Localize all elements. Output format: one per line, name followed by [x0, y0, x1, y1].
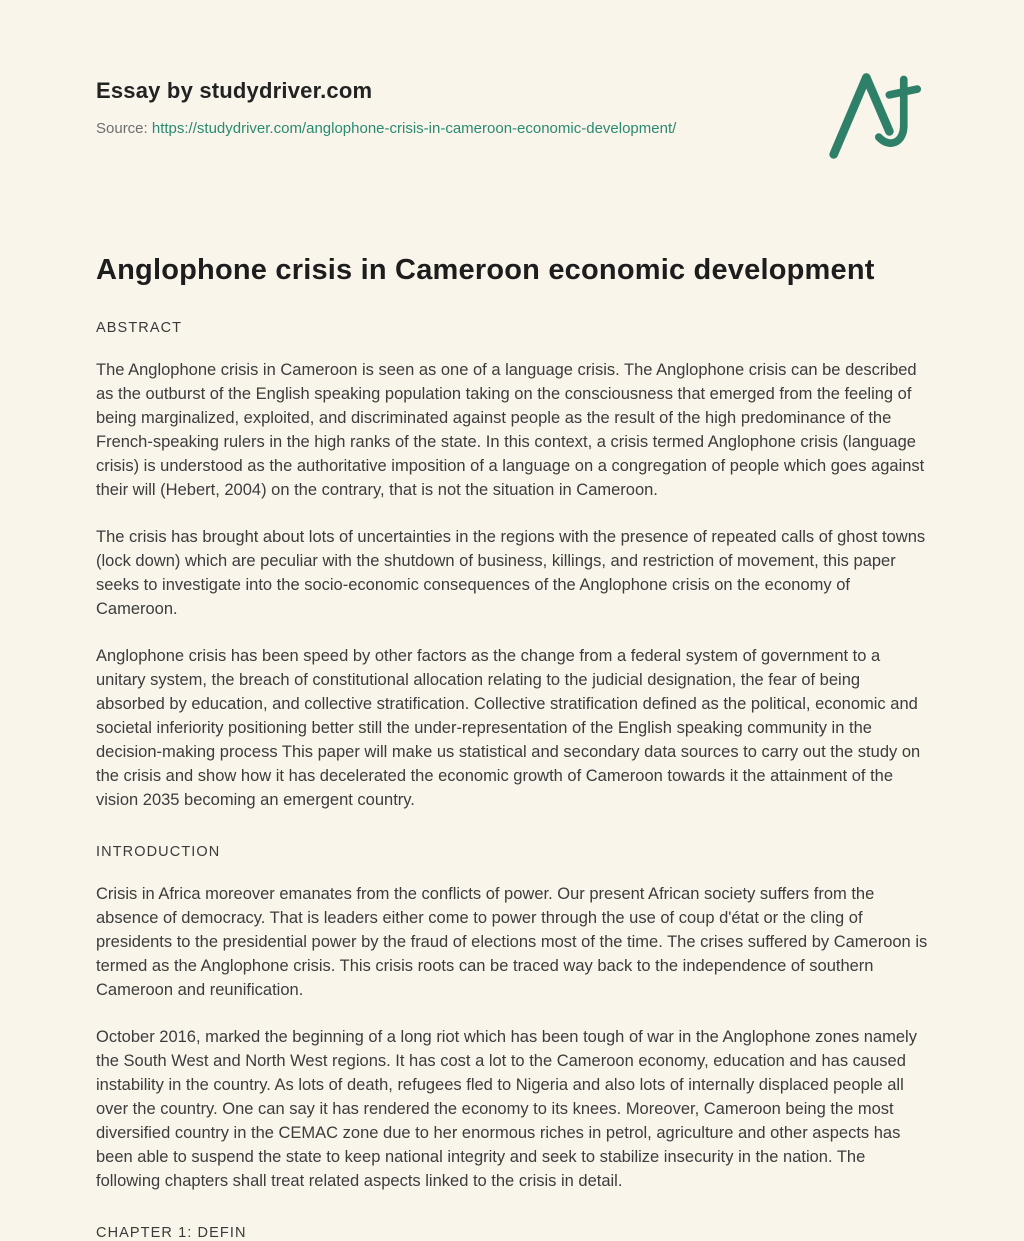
source-label: Source: — [96, 120, 148, 137]
abstract-paragraph-2: The crisis has brought about lots of uncertainties in the regions with the presence of repeated calls of ghost towns (lock down) which are peculiar with the shutdown of business, killings, and restriction of movement, this paper seeks to investigate into the socio-economic consequences of the Anglophone crisis on the economy of Cameroon. — [96, 527, 926, 618]
article-title: Anglophone crisis in Cameroon economic development — [96, 254, 875, 286]
source-url-link[interactable]: https://studydriver.com/anglophone-crisis-in-cameroon-economic-development/ — [151, 120, 677, 137]
section-heading-abstract: ABSTRACT — [96, 319, 183, 336]
source-line — [96, 120, 928, 137]
introduction-paragraph-2: October 2016, marked the beginning of a long riot which has been tough of war in the Anglophone zones namely the South West and North West regions. It has cost a lot to the Cameroon economy, education and has caused instability in the country. As lots of death, refugees fled to Nigeria and also lots of internally displaced people all over the country. One can say it has rendered the economy to its knees. Moreover, Cameroon being the most diversified country in the CEMAC zone due to her enormous riches in petrol, agriculture and other aspects has been able to suspend the state to keep national integrity and seek to stabilize insecurity in the nation. The following chapters shall treat related aspects linked to the crisis in detail. — [96, 1027, 917, 1190]
document-header — [96, 78, 928, 137]
essay-byline: Essay by studydriver.com — [96, 78, 373, 103]
section-heading-introduction: INTRODUCTION — [96, 843, 221, 860]
introduction-paragraph-1: Crisis in Africa moreover emanates from the conflicts of power. Our present African society suffers from the absence of democracy. That is leaders either come to power through the use of coup d'état or the cling of presidents to the presidential power by the fraud of elections most of the time. The crises suffered by Cameroon is termed as the Anglophone crisis. This crisis roots can be traced way back to the independence of southern Cameroon and reunification. — [96, 884, 928, 999]
abstract-paragraph-3: Anglophone crisis has been speed by other factors as the change from a federal system of government to a unitary system, the breach of constitutional allocation relating to the judicial designation, the fear of being absorbed by education, and collective stratification. Collective stratification defined as the political, economic and societal inferiority positioning better still the under-representation of the English speaking community in the decision-making process This paper will make us statistical and secondary data sources to carry out the study on the crisis and show how it has decelerated the economic growth of Cameroon towards it the attainment of the vision 2035 becoming an emergent country. — [96, 646, 921, 809]
section-heading-chapter-1: CHAPTER 1: DEFIN — [96, 1224, 247, 1241]
abstract-paragraph-1: The Anglophone crisis in Cameroon is seen as one of a language crisis. The Anglophone crisis can be described as the outburst of the English speaking population taking on the consciousness that emerged from the feeling of being marginalized, exploited, and discriminated against people as the result of the high predominance of the French-speaking rulers in the high ranks of the state. In this context, a crisis termed Anglophone crisis (language crisis) is understood as the authoritative imposition of a language on a congregation of people which goes against their will (Hebert, 2004) on the contrary, that is not the situation in Cameroon. — [96, 360, 925, 499]
article-body — [96, 253, 928, 1241]
studydriver-logo-icon — [826, 68, 922, 164]
